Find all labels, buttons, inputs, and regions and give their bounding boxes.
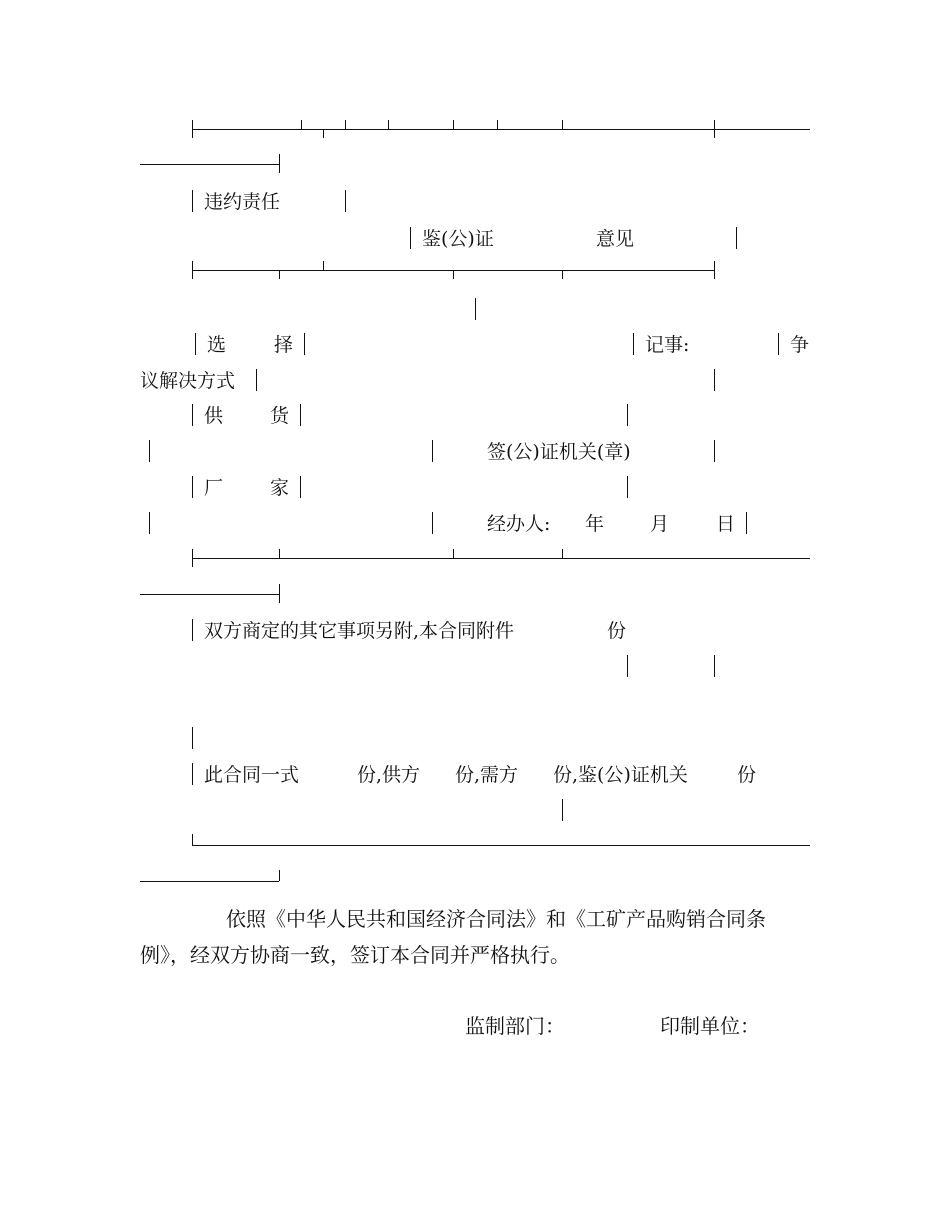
border-tick — [388, 120, 389, 129]
border-tick — [279, 270, 280, 279]
supplier-label-2: 货 — [270, 405, 290, 427]
copies-unit-3: 份,鉴(公)证机关 — [553, 764, 688, 786]
liability-label: 违约责任 — [204, 191, 281, 213]
cell-border — [736, 227, 737, 249]
border-tick — [323, 261, 324, 270]
table-border-top — [192, 129, 810, 130]
handler-label: 经办人: — [487, 513, 551, 535]
cell-border — [627, 655, 628, 677]
cell-border — [432, 440, 433, 462]
border-tick — [714, 261, 715, 279]
cell-border — [633, 333, 634, 355]
cell-border — [410, 227, 411, 249]
border-tick — [562, 120, 563, 129]
cell-border — [300, 476, 301, 498]
notary-office-seal: 签(公)证机关(章) — [487, 441, 631, 463]
opinion-label: 意见 — [596, 228, 635, 250]
copies-unit-2: 份,需方 — [455, 764, 519, 786]
table-border-lower — [192, 558, 810, 559]
cell-border — [432, 512, 433, 534]
border-tick — [192, 834, 193, 845]
dispute-label-3: 争 — [790, 334, 810, 356]
border-tick — [323, 129, 324, 138]
border-tick — [453, 120, 454, 129]
border-tick — [301, 120, 302, 129]
factory-label-2: 家 — [270, 477, 290, 499]
table-border-wrap — [140, 594, 279, 595]
border-tick — [279, 154, 280, 173]
cell-border — [192, 763, 193, 785]
cell-border — [300, 404, 301, 426]
day-label: 日 — [716, 513, 736, 535]
cell-border — [195, 333, 196, 355]
cell-border — [714, 440, 715, 462]
border-tick — [279, 870, 280, 881]
dispute-label-4: 议解决方式 — [140, 370, 236, 392]
border-tick — [497, 120, 498, 129]
border-tick — [453, 549, 454, 558]
copies-unit-1: 份,供方 — [357, 764, 421, 786]
year-label: 年 — [585, 513, 605, 535]
dispute-label-1: 选 — [207, 334, 227, 356]
cell-border — [714, 369, 715, 391]
other-matters-text: 双方商定的其它事项另附,本合同附件 — [204, 620, 515, 642]
other-copies-unit: 份 — [607, 620, 627, 642]
cell-border — [192, 619, 193, 641]
table-border-bottom — [192, 845, 810, 846]
body-paragraph-line-1: 依照《中华人民共和国经济合同法》和《工矿产品购销合同条 — [226, 907, 766, 931]
border-tick — [453, 270, 454, 279]
month-label: 月 — [650, 513, 670, 535]
border-tick — [562, 549, 563, 558]
supplier-label-1: 供 — [204, 405, 224, 427]
border-tick — [562, 270, 563, 279]
cell-border — [304, 333, 305, 355]
border-tick — [192, 549, 193, 567]
border-tick — [192, 261, 193, 279]
cell-border — [192, 476, 193, 498]
supervisor-label: 监制部门： — [465, 1014, 565, 1038]
border-tick — [714, 120, 715, 138]
cell-border — [562, 799, 563, 821]
cell-border — [778, 333, 779, 355]
notary-label: 鉴(公)证 — [422, 228, 494, 250]
cell-border — [345, 190, 346, 212]
copies-prefix: 此合同一式 — [204, 764, 300, 786]
border-tick — [345, 120, 346, 129]
cell-border — [746, 512, 747, 534]
cell-border — [475, 298, 476, 320]
cell-border — [714, 655, 715, 677]
cell-border — [192, 404, 193, 426]
border-tick — [279, 549, 280, 558]
dispute-label-2: 择 — [274, 334, 294, 356]
cell-border — [256, 369, 257, 391]
notes-label: 记事: — [645, 334, 690, 356]
cell-border — [149, 512, 150, 534]
printer-label: 印制单位： — [660, 1014, 760, 1038]
cell-border — [149, 440, 150, 462]
cell-border — [627, 404, 628, 426]
table-border-wrap — [140, 164, 279, 165]
cell-border — [192, 727, 193, 749]
border-tick — [279, 584, 280, 603]
body-paragraph-line-2: 例》，经双方协商一致，签订本合同并严格执行。 — [140, 943, 570, 967]
cell-border — [192, 190, 193, 212]
cell-border — [627, 476, 628, 498]
factory-label-1: 厂 — [204, 477, 224, 499]
border-tick — [192, 120, 193, 138]
copies-unit-4: 份 — [737, 764, 757, 786]
table-border-wrap — [140, 881, 279, 882]
